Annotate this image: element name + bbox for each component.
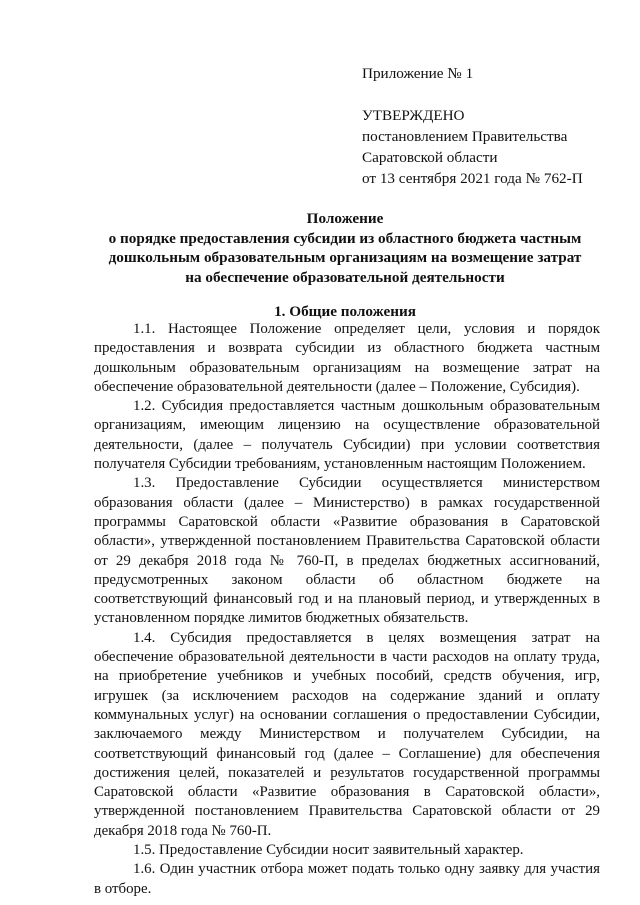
section-heading: 1. Общие положения [274,303,416,320]
document-subtitle-line: на обеспечение образовательной деятельности [185,268,505,286]
paragraph-1-6: 1.6. Один участник отбора может подать только одну заявку для участия в отборе. [94,861,600,897]
appendix-number: Приложение № 1 [362,65,474,82]
approved-by-region: Саратовской области [362,149,498,166]
paragraph-1-5: 1.5. Предоставление Субсидии носит заявительный характер. [133,842,524,859]
paragraph-1-3: 1.3. Предоставление Субсидии осуществляется министерством образования области (далее – Министерство) в рамках государственной программы Саратовской области «Развитие образования в Саратовской области», утвержденной постановлением Правительства Саратовской области от 29 декабря 2018 года № 760-П, в пределах бюджетных ассигнований, предусмотренных законом области об областном бюджете на соответствующий финансовый год и на плановый период, и утвержденных в установленном порядке лимитов бюджетных обязательств. [94,475,600,627]
approved-label: УТВЕРЖДЕНО [362,107,465,124]
approved-by-line: постановлением Правительства [362,128,568,145]
document-subtitle-line: дошкольным образовательным организациям на возмещение затрат [108,249,582,266]
paragraph-1-1: 1.1. Настоящее Положение определяет цели, условия и порядок предоставления и возврата субсидии из областного бюджета частным дошкольным образовательным организациям на возмещение затрат на обеспечение образовательной деятельности (далее – Положение, Субсидия). [94,321,600,395]
approved-by-date: от 13 сентября 2021 года № 762-П [362,170,583,187]
document-subtitle-line: о порядке предоставления субсидии из областного бюджета частным [108,229,582,247]
paragraph-1-4: 1.4. Субсидия предоставляется в целях возмещения затрат на обеспечение образовательной деятельности в части расходов на оплату труда, на приобретение учебников и учебных пособий, средств обучения, игр, игрушек (за исключением расходов на содержание зданий и оплату коммунальных услуг) на основании соглашения о предоставлении Субсидии, заключаемого между Министерством и получателем Субсидии, на соответствующий финансовый год (далее – Соглашение) для обеспечения достижения целей, показателей и результатов государственной программы Саратовской области «Развитие образования в Саратовской области», утвержденной постановлением Правительства Саратовской области от 29 декабря 2018 года № 760-П. [94,629,600,839]
document-title-block [85,209,605,287]
paragraph-1-2: 1.2. Субсидия предоставляется частным дошкольным образовательным организациям, имеющим лицензию на осуществление образовательной деятельности, (далее – получатель Субсидии) при условии соответствия получателя Субсидии требованиям, установленным настоящим Положением. [94,398,600,473]
section-body [94,320,600,899]
approval-block [362,63,622,189]
document-title: Положение [306,210,384,227]
